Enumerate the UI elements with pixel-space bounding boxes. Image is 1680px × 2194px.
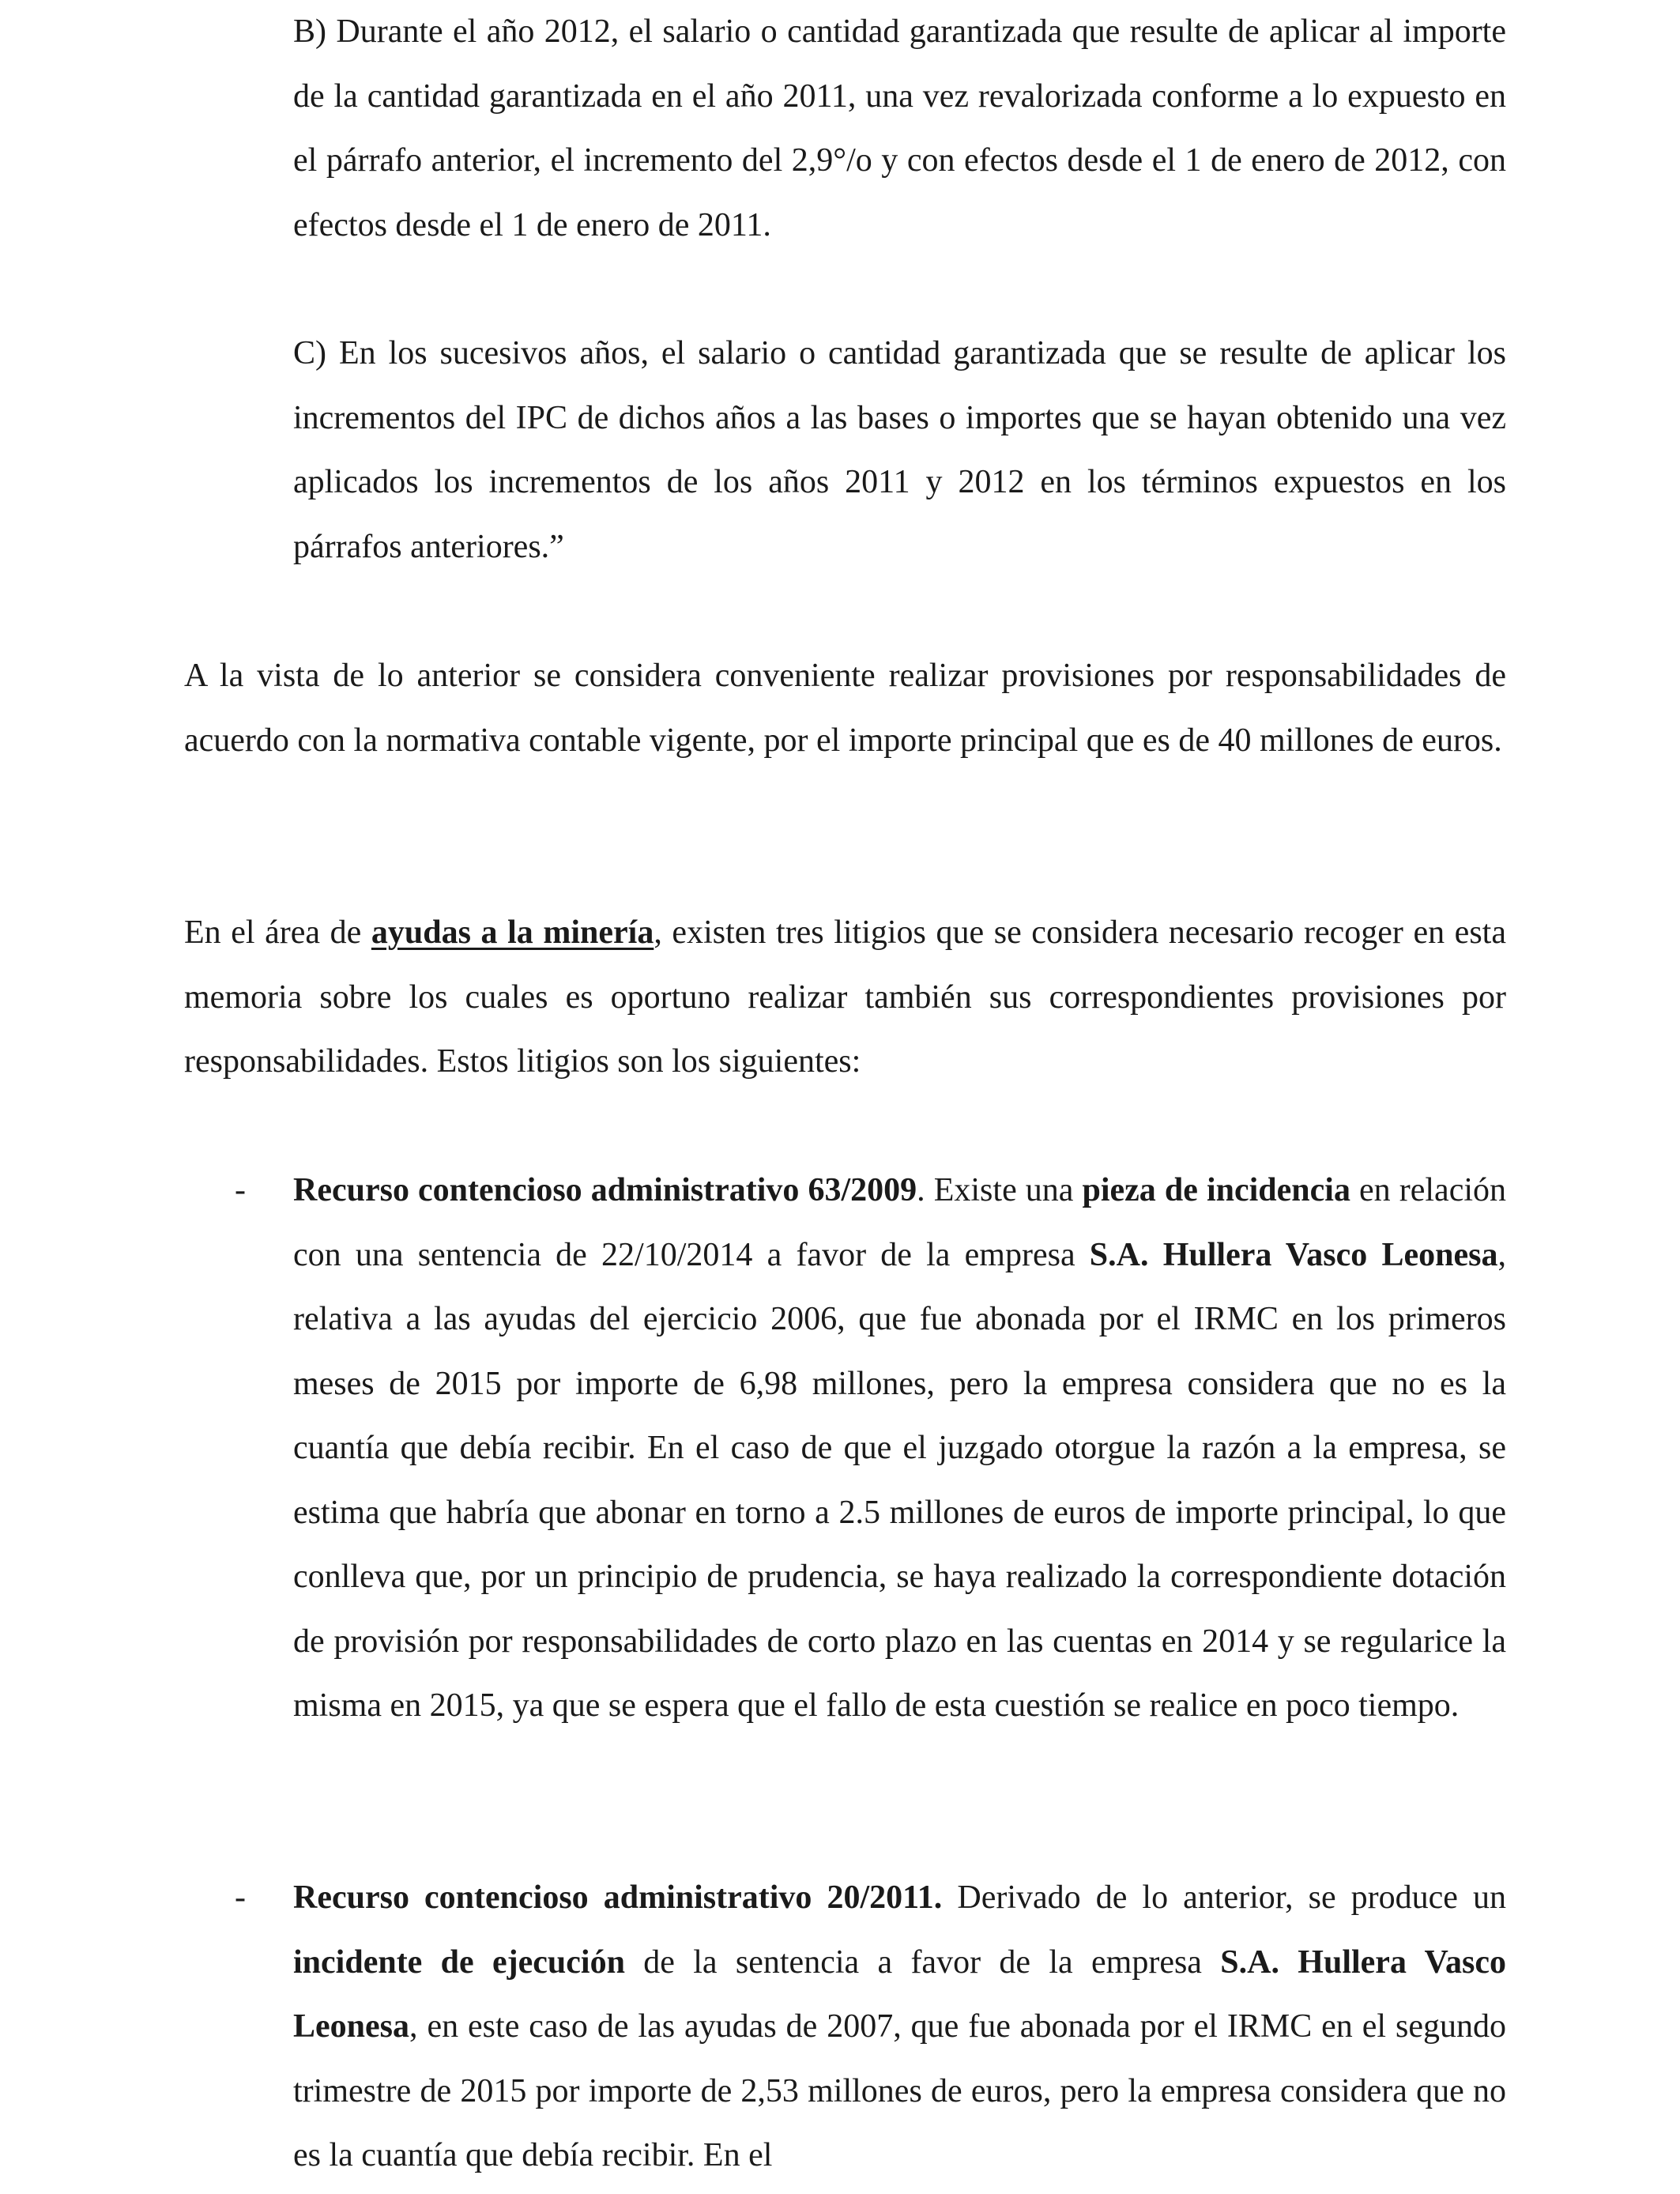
item2-bold-1: incidente de ejecución [293, 1943, 625, 1981]
mineria-rest: , existen tres litigios que se considera necesario recoger en esta memoria sobre los cuales es oportuno realizar también sus correspondientes provisiones por responsabilidades. Estos litigios son los siguientes: [184, 914, 1506, 1080]
item1-title: Recurso contencioso administrativo 63/2009 [293, 1172, 917, 1208]
item1-text-3: , relativa a las ayudas del ejercicio 2006, que fue abonada por el IRMC en los primeros meses de 2015 por importe de 6,98 millones, pero la empresa considera que no es la cuantía que debía recibir. En el caso de que el juzgado otorgue la razón a la empresa, se estima que habría que abonar en torno a 2.5 millones de euros de importe principal, lo que conlleva que, por un principio de prudencia, se haya realizado la correspondiente dotación de provisión por responsabilidades de corto plazo en las cuentas en 2014 y se regularice la misma en 2015, ya que se espera que el fallo de esta cuestión se realice en poco tiempo. [293, 1236, 1506, 1724]
item2-text-1: Derivado de lo anterior, se produce un [942, 1879, 1506, 1916]
mineria-emphasis: ayudas a la minería [371, 914, 654, 951]
quote-paragraph-b: B) Durante el año 2012, el salario o cantidad garantizada que resulte de aplicar al importe de la cantidad garantizada en el año 2011, una vez revalorizada conforme a lo expuesto en el párrafo anterior, el incremento del 2,9°/o y con efectos desde el 1 de enero de 2012, con efectos desde el 1 de enero de 2011. [293, 13, 1506, 243]
list-item-recurso-63-2009 [293, 1159, 1506, 1739]
list-bullet-1: - [235, 1172, 246, 1208]
item2-text-2: de la sentencia a favor de la empresa [624, 1943, 1221, 1981]
item2-text-3: , en este caso de las ayudas de 2007, que fue abonada por el IRMC en el segundo trimestre de 2015 por importe de 2,53 millones de euros, pero la empresa considera que no es la cuantía que debía recibir. En el [293, 2008, 1506, 2173]
paragraph-provisiones: A la vista de lo anterior se considera conveniente realizar provisiones por responsabilidades de acuerdo con la normativa contable vigente, por el importe principal que es de 40 millones de euros. [184, 658, 1506, 759]
quote-paragraph-c: C) En los sucesivos años, el salario o cantidad garantizada que se resulte de aplicar los incrementos del IPC de dichos años a las bases o importes que se hayan obtenido una vez aplicados los incrementos de los años 2011 y 2012 en los términos expuestos en los párrafos anteriores.” [293, 335, 1506, 565]
item2-title: Recurso contencioso administrativo 20/2011. [293, 1879, 943, 1916]
list-bullet-2: - [235, 1879, 246, 1916]
list-item-recurso-20-2011 [293, 1866, 1506, 2188]
paragraph-mineria [184, 901, 1506, 1095]
item1-bold-1: pieza de incidencia [1082, 1172, 1350, 1208]
mineria-intro: En el área de [184, 914, 371, 951]
item2-bold-2: S.A. Hullera Vasco Leonesa [293, 1943, 1506, 2045]
item1-text-1: . Existe una [917, 1172, 1083, 1208]
item1-text-2: en relación con una sentencia de 22/10/2014 a favor de la empresa [293, 1172, 1506, 1273]
item1-bold-2: S.A. Hullera Vasco Leonesa [1089, 1236, 1498, 1273]
